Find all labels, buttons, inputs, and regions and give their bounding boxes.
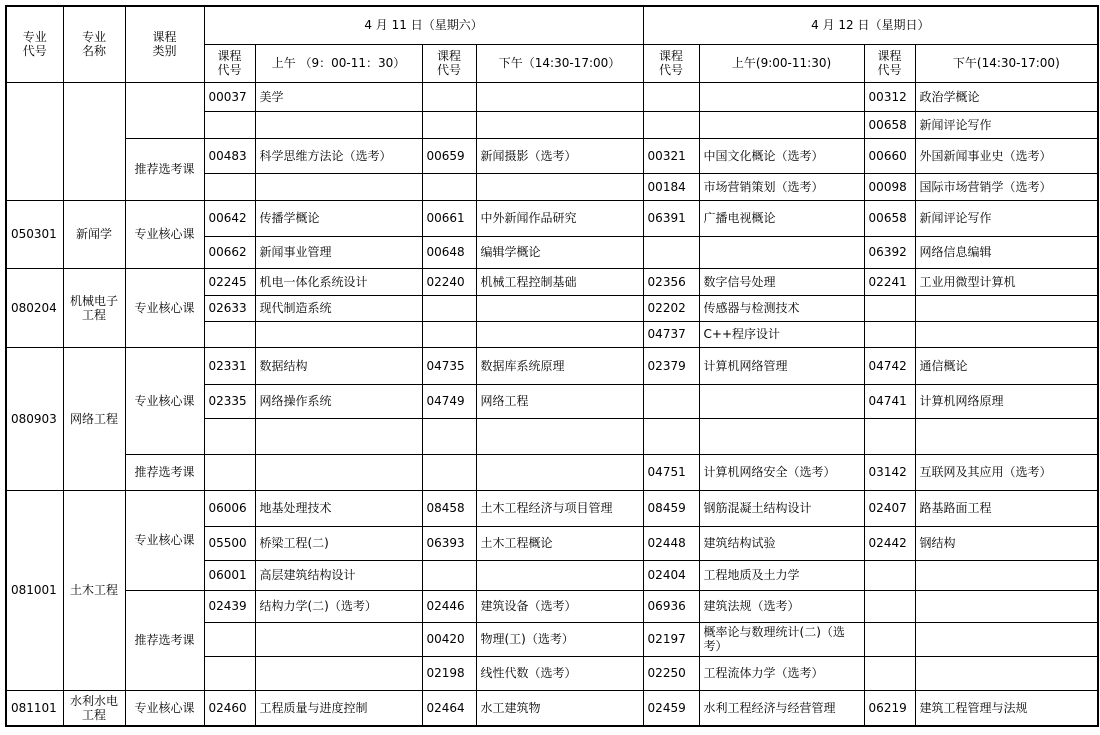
cell-am1-code [204,111,255,138]
header-code-pm2: 课程 代号 [864,44,915,82]
cell-course-type: 专业核心课 [125,347,204,454]
cell-am1-code [204,622,255,656]
cell-pm1-course: 土木工程概论 [476,526,643,560]
cell-pm1-course [476,295,643,321]
cell-am2-code [643,236,699,268]
cell-pm1-course [476,560,643,590]
cell-am2-course [699,418,864,454]
cell-am2-code: 08459 [643,490,699,526]
cell-pm1-course: 网络工程 [476,384,643,418]
cell-am1-course: 新闻事业管理 [255,236,422,268]
cell-pm2-code [864,656,915,690]
cell-am1-code: 06006 [204,490,255,526]
cell-pm1-code: 02198 [422,656,476,690]
cell-am1-code [204,173,255,200]
cell-am1-code: 02439 [204,590,255,622]
cell-pm2-code [864,622,915,656]
cell-pm1-course: 新闻摄影（选考） [476,138,643,173]
cell-am1-course: 网络操作系统 [255,384,422,418]
cell-am2-code [643,111,699,138]
header-code-pm1: 课程 代号 [422,44,476,82]
cell-am1-code: 05500 [204,526,255,560]
cell-course-type: 专业核心课 [125,268,204,347]
cell-pm1-code [422,295,476,321]
cell-course-type: 专业核心课 [125,690,204,726]
cell-pm2-code: 00660 [864,138,915,173]
cell-pm1-code: 00648 [422,236,476,268]
cell-pm1-course [476,418,643,454]
cell-am2-code: 02379 [643,347,699,384]
cell-am2-course [699,82,864,111]
cell-am2-code: 02448 [643,526,699,560]
cell-am2-course: 建筑法规（选考） [699,590,864,622]
cell-pm1-course: 线性代数（选考） [476,656,643,690]
cell-am1-course [255,622,422,656]
cell-pm2-code: 00658 [864,111,915,138]
cell-major-name: 新闻学 [63,200,125,268]
cell-am1-code: 00483 [204,138,255,173]
cell-am1-course [255,321,422,347]
cell-pm1-code: 08458 [422,490,476,526]
header-pm1: 下午（14:30-17:00） [476,44,643,82]
cell-am2-course: 市场营销策划（选考） [699,173,864,200]
cell-course-type [125,82,204,138]
cell-am2-course: 概率论与数理统计(二)（选考） [699,622,864,656]
cell-pm2-code: 02442 [864,526,915,560]
header-pm2: 下午(14:30-17:00) [915,44,1098,82]
cell-major-name: 机械电子 工程 [63,268,125,347]
cell-pm2-course [915,656,1098,690]
cell-am2-code: 04751 [643,454,699,490]
cell-major-code [6,82,63,200]
cell-pm2-code: 02241 [864,268,915,295]
cell-major-code: 080204 [6,268,63,347]
cell-am1-course: 数据结构 [255,347,422,384]
cell-pm2-course [915,321,1098,347]
cell-am2-code: 02459 [643,690,699,726]
cell-pm1-code [422,321,476,347]
cell-pm2-course: 国际市场营销学（选考） [915,173,1098,200]
cell-pm2-code [864,560,915,590]
cell-am1-course: 科学思维方法论（选考） [255,138,422,173]
cell-pm1-course [476,173,643,200]
table-row [6,454,1098,490]
cell-pm2-course: 钢结构 [915,526,1098,560]
cell-am1-course [255,111,422,138]
cell-am1-code: 00642 [204,200,255,236]
cell-pm2-code: 00098 [864,173,915,200]
cell-pm1-course: 物理(工)（选考） [476,622,643,656]
table-row [6,690,1098,726]
table-row [6,268,1098,295]
cell-am2-course: 计算机网络安全（选考） [699,454,864,490]
cell-pm2-course: 通信概论 [915,347,1098,384]
cell-am2-code: 02404 [643,560,699,590]
cell-pm1-course: 水工建筑物 [476,690,643,726]
header-course-type: 课程 类别 [125,6,204,82]
cell-am2-course: 传感器与检测技术 [699,295,864,321]
cell-am2-course: 建筑结构试验 [699,526,864,560]
cell-pm2-course: 计算机网络原理 [915,384,1098,418]
cell-pm2-code [864,590,915,622]
cell-am2-code [643,82,699,111]
cell-am2-code: 02202 [643,295,699,321]
cell-pm1-code: 00661 [422,200,476,236]
cell-am2-code: 02356 [643,268,699,295]
cell-major-name: 土木工程 [63,490,125,690]
cell-major-name: 网络工程 [63,347,125,490]
cell-am2-course: 工程地质及土力学 [699,560,864,590]
cell-am1-code: 02460 [204,690,255,726]
cell-am1-course: 传播学概论 [255,200,422,236]
header-day2: 4 月 12 日（星期日） [643,6,1098,44]
cell-am2-course: 钢筋混凝土结构设计 [699,490,864,526]
header-am1: 上午 （9：00-11：30） [255,44,422,82]
cell-pm2-code: 06392 [864,236,915,268]
cell-pm1-course [476,82,643,111]
cell-course-type: 专业核心课 [125,490,204,590]
cell-am1-code: 02331 [204,347,255,384]
cell-major-code: 050301 [6,200,63,268]
cell-pm2-course: 建筑工程管理与法规 [915,690,1098,726]
schedule-body [6,82,1098,726]
cell-pm1-code: 02446 [422,590,476,622]
cell-pm1-course [476,454,643,490]
cell-pm2-course: 路基路面工程 [915,490,1098,526]
cell-pm1-code: 04749 [422,384,476,418]
cell-am2-code [643,418,699,454]
cell-pm1-code: 00659 [422,138,476,173]
header-code-am2: 课程 代号 [643,44,699,82]
schedule-container [5,5,1097,732]
cell-am2-code [643,384,699,418]
cell-pm2-code [864,295,915,321]
cell-pm1-code [422,82,476,111]
cell-pm1-course: 数据库系统原理 [476,347,643,384]
cell-pm1-course [476,111,643,138]
cell-course-type: 推荐选考课 [125,454,204,490]
cell-pm2-course [915,590,1098,622]
header-major-code: 专业 代号 [6,6,63,82]
cell-am1-course [255,656,422,690]
cell-pm1-course: 机械工程控制基础 [476,268,643,295]
cell-pm2-course [915,560,1098,590]
cell-am2-course [699,111,864,138]
header-code-am1: 课程 代号 [204,44,255,82]
cell-am1-code: 00662 [204,236,255,268]
cell-am1-course: 现代制造系统 [255,295,422,321]
cell-am2-course [699,236,864,268]
cell-am2-code: 00321 [643,138,699,173]
cell-am1-course: 机电一体化系统设计 [255,268,422,295]
cell-am2-course: 广播电视概论 [699,200,864,236]
cell-major-code: 081001 [6,490,63,690]
table-row [6,82,1098,111]
cell-am1-course [255,173,422,200]
cell-pm1-code [422,560,476,590]
cell-pm2-course: 政治学概论 [915,82,1098,111]
cell-am2-code: 06391 [643,200,699,236]
cell-am2-code: 02197 [643,622,699,656]
cell-am1-code: 02245 [204,268,255,295]
cell-am1-course [255,418,422,454]
cell-am1-course [255,454,422,490]
table-row [6,200,1098,236]
cell-pm2-code: 03142 [864,454,915,490]
exam-schedule-table [5,5,1099,727]
cell-am2-course: 水利工程经济与经营管理 [699,690,864,726]
cell-pm2-course: 工业用微型计算机 [915,268,1098,295]
cell-am2-course: 数字信号处理 [699,268,864,295]
cell-pm2-course: 新闻评论写作 [915,111,1098,138]
cell-am1-code [204,321,255,347]
cell-pm2-code [864,418,915,454]
header-day1: 4 月 11 日（星期六） [204,6,643,44]
cell-pm2-code: 00312 [864,82,915,111]
cell-am2-course [699,384,864,418]
cell-pm1-course [476,321,643,347]
cell-major-code: 081101 [6,690,63,726]
cell-pm2-code: 06219 [864,690,915,726]
cell-course-type: 推荐选考课 [125,590,204,690]
table-row [6,590,1098,622]
cell-pm1-code: 04735 [422,347,476,384]
cell-am1-code [204,656,255,690]
cell-am2-course: 计算机网络管理 [699,347,864,384]
cell-pm1-code: 02240 [422,268,476,295]
cell-major-name [63,82,125,200]
table-row [6,347,1098,384]
cell-pm1-code: 02464 [422,690,476,726]
cell-pm2-course: 新闻评论写作 [915,200,1098,236]
cell-pm2-course [915,622,1098,656]
cell-pm2-course: 网络信息编辑 [915,236,1098,268]
cell-am2-code: 04737 [643,321,699,347]
cell-pm1-course: 编辑学概论 [476,236,643,268]
cell-pm1-code: 06393 [422,526,476,560]
cell-pm1-code [422,454,476,490]
cell-pm1-code: 00420 [422,622,476,656]
cell-am1-course: 结构力学(二)（选考） [255,590,422,622]
cell-course-type: 推荐选考课 [125,138,204,200]
header-am2: 上午(9:00-11:30) [699,44,864,82]
cell-course-type: 专业核心课 [125,200,204,268]
table-row [6,138,1098,173]
cell-am1-code: 02335 [204,384,255,418]
cell-pm2-code: 02407 [864,490,915,526]
cell-am1-code [204,454,255,490]
header-major-name: 专业 名称 [63,6,125,82]
cell-pm2-code [864,321,915,347]
cell-pm2-course: 外国新闻事业史（选考） [915,138,1098,173]
cell-pm2-course [915,418,1098,454]
cell-pm1-code [422,111,476,138]
cell-am1-course: 美学 [255,82,422,111]
cell-am2-code: 06936 [643,590,699,622]
cell-pm2-code: 04741 [864,384,915,418]
cell-am2-course: 工程流体力学（选考） [699,656,864,690]
cell-pm2-code: 00658 [864,200,915,236]
cell-pm2-course [915,295,1098,321]
cell-am2-code: 00184 [643,173,699,200]
cell-am2-course: C++程序设计 [699,321,864,347]
cell-am1-code: 00037 [204,82,255,111]
cell-major-code: 080903 [6,347,63,490]
cell-am2-course: 中国文化概论（选考） [699,138,864,173]
cell-pm1-code [422,418,476,454]
table-row [6,490,1098,526]
cell-major-name: 水利水电 工程 [63,690,125,726]
cell-pm1-course: 建筑设备（选考） [476,590,643,622]
cell-am1-course: 桥梁工程(二) [255,526,422,560]
cell-am2-code: 02250 [643,656,699,690]
cell-am1-code: 02633 [204,295,255,321]
cell-am1-course: 工程质量与进度控制 [255,690,422,726]
cell-am1-course: 高层建筑结构设计 [255,560,422,590]
cell-pm1-course: 中外新闻作品研究 [476,200,643,236]
cell-am1-code: 06001 [204,560,255,590]
cell-am1-code [204,418,255,454]
cell-pm2-code: 04742 [864,347,915,384]
cell-pm1-code [422,173,476,200]
cell-pm1-course: 土木工程经济与项目管理 [476,490,643,526]
cell-am1-course: 地基处理技术 [255,490,422,526]
cell-pm2-course: 互联网及其应用（选考） [915,454,1098,490]
